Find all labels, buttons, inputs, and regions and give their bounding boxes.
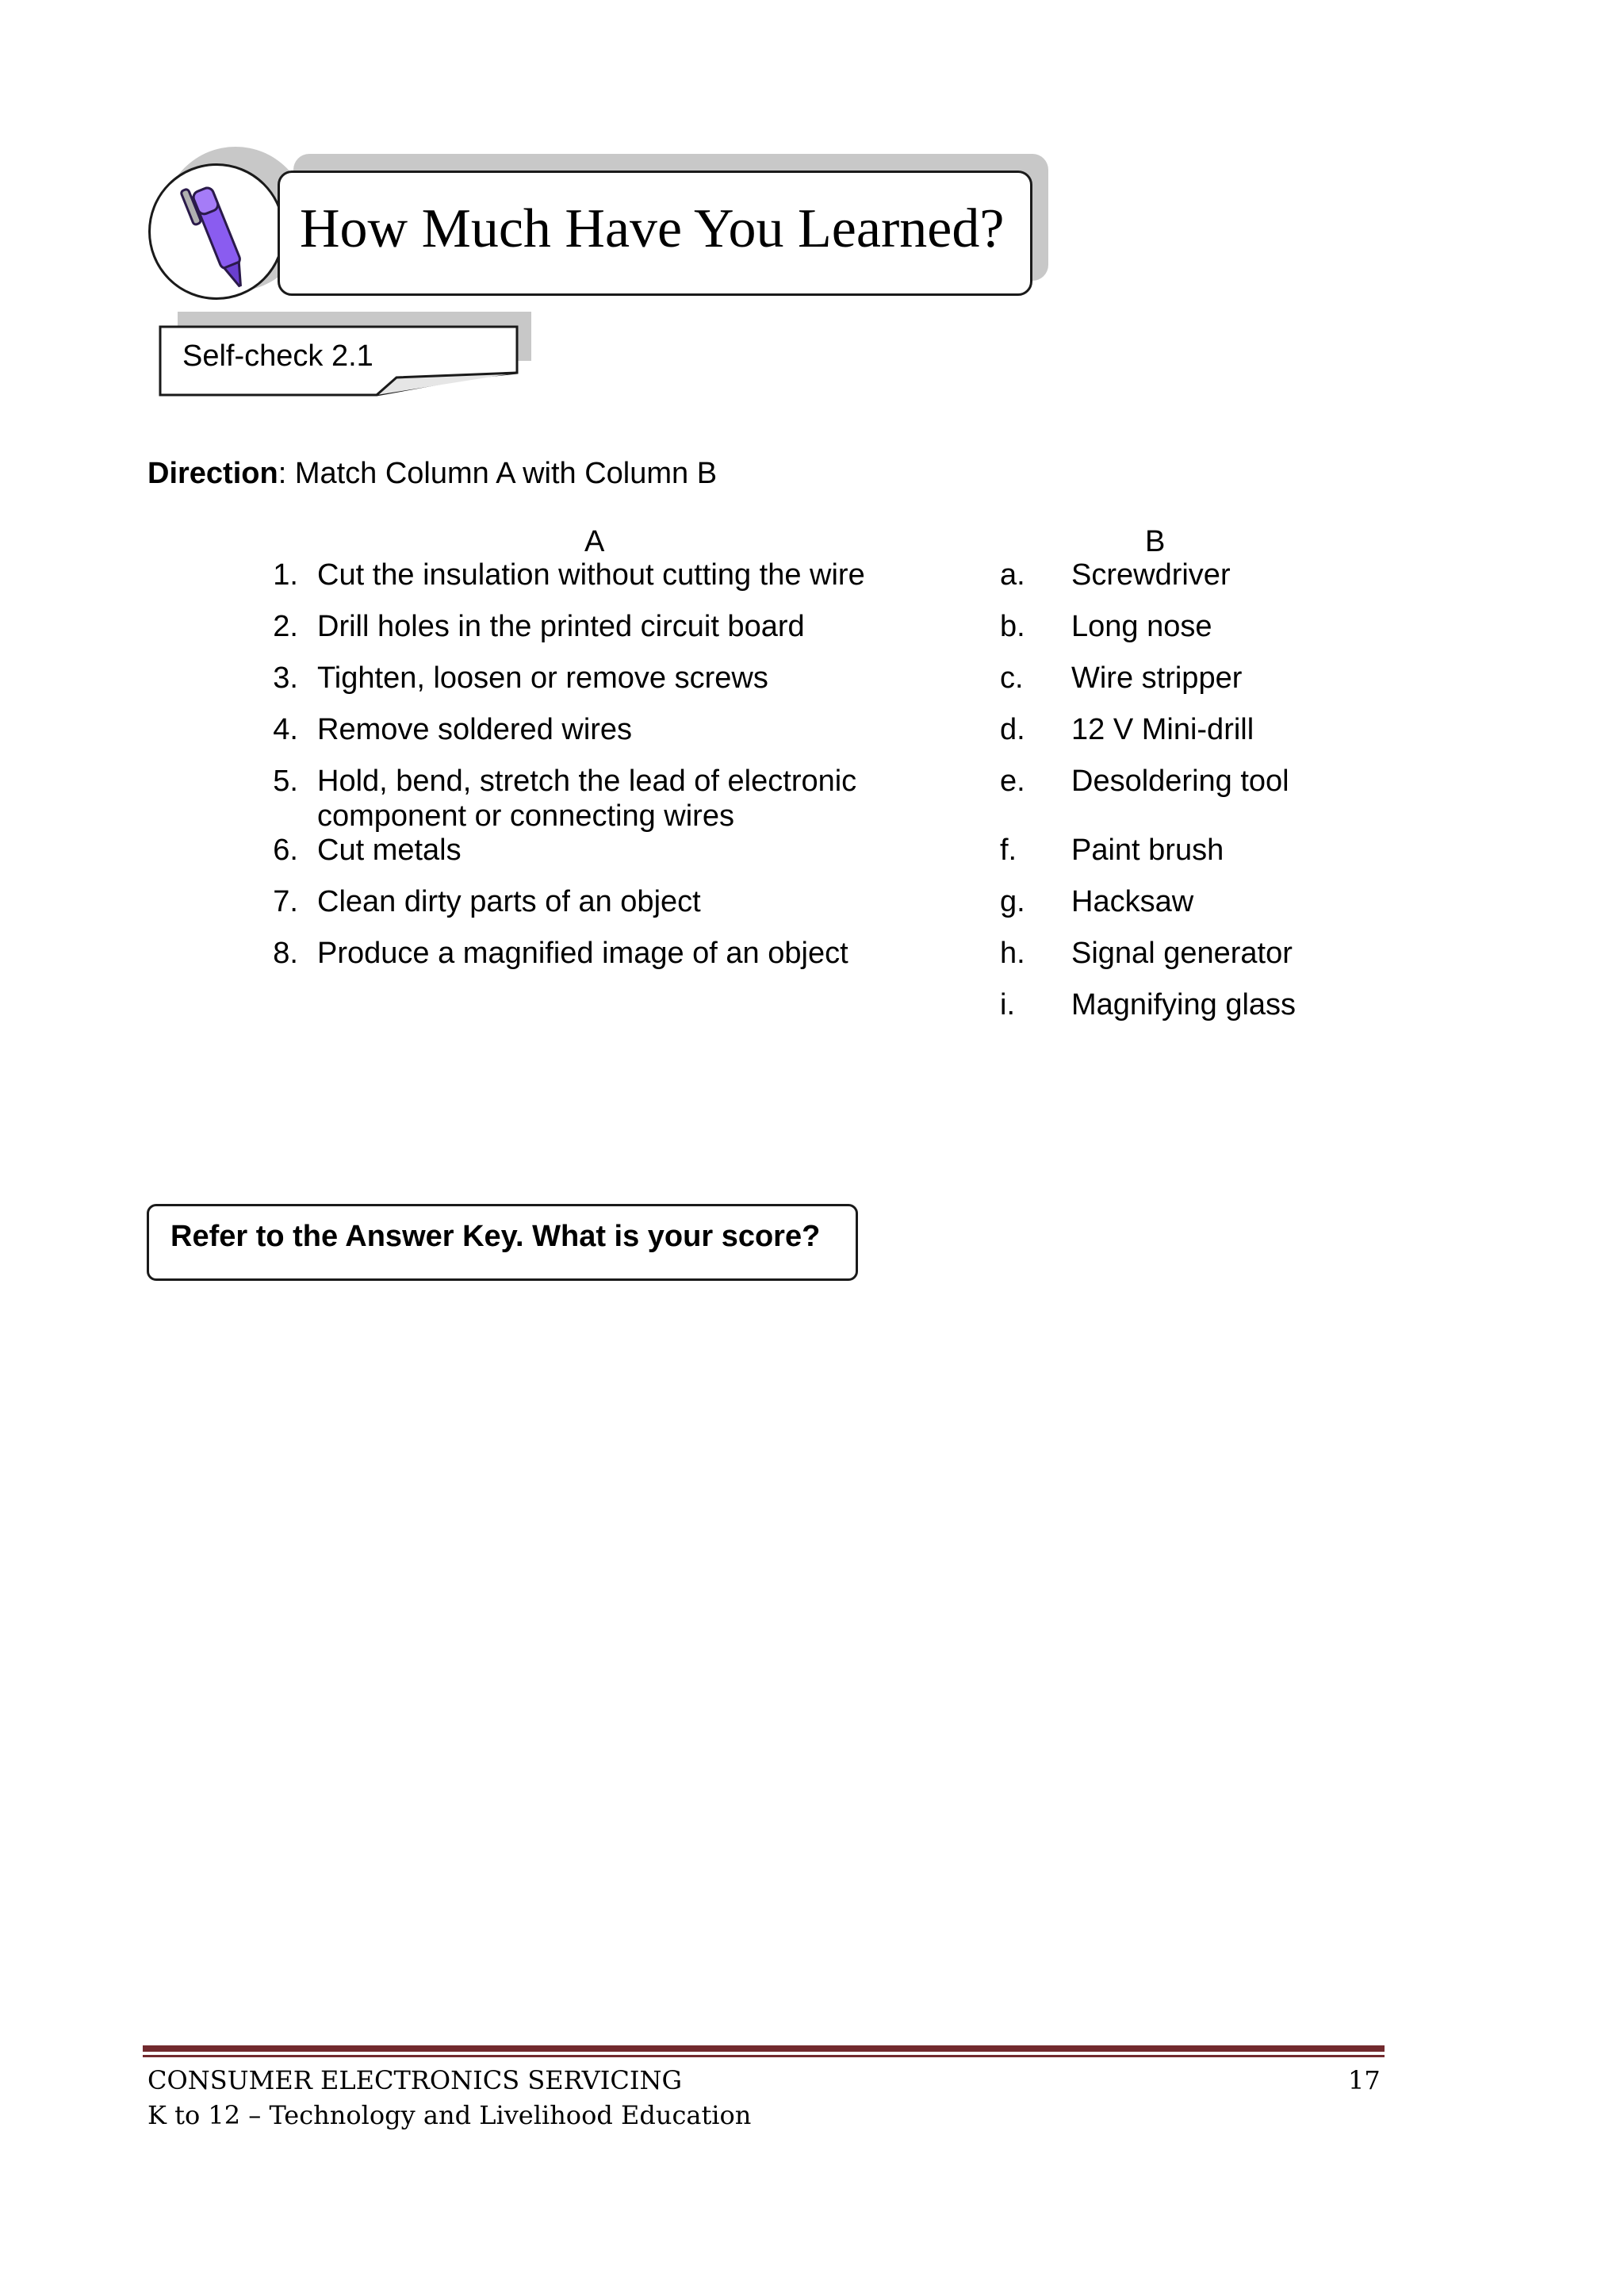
item-text: Long nose bbox=[1071, 610, 1212, 643]
item-text: Cut metals bbox=[317, 834, 462, 867]
item-text: Remove soldered wires bbox=[317, 713, 633, 746]
item-number: 3. bbox=[273, 661, 298, 695]
item-letter: d. bbox=[1000, 713, 1025, 746]
page-number: 17 bbox=[1348, 2065, 1381, 2095]
answer-key-text: Refer to the Answer Key. What is your score? bbox=[170, 1220, 821, 1253]
footer-course-title: CONSUMER ELECTRONICS SERVICING bbox=[147, 2065, 683, 2095]
item-letter: g. bbox=[1000, 885, 1025, 918]
item-number: 2. bbox=[273, 610, 298, 643]
item-text: Desoldering tool bbox=[1071, 765, 1289, 798]
item-text: Hacksaw bbox=[1071, 885, 1194, 918]
item-number: 6. bbox=[273, 834, 298, 867]
item-text: 12 V Mini-drill bbox=[1071, 713, 1254, 746]
item-number: 1. bbox=[273, 558, 298, 592]
direction-label: Direction bbox=[147, 457, 278, 490]
item-letter: b. bbox=[1000, 610, 1025, 643]
item-number: 5. bbox=[273, 765, 298, 798]
item-letter: c. bbox=[1000, 661, 1024, 695]
item-letter: e. bbox=[1000, 765, 1025, 798]
item-letter: i. bbox=[1000, 988, 1015, 1022]
item-number: 4. bbox=[273, 713, 298, 746]
footer-rule-thin bbox=[143, 2055, 1385, 2057]
item-number: 7. bbox=[273, 885, 298, 918]
banner-icon-circle bbox=[148, 163, 285, 300]
footer-program: K to 12 – Technology and Livelihood Education bbox=[147, 2100, 752, 2130]
footer-rule bbox=[143, 2045, 1385, 2052]
item-text: Hold, bend, stretch the lead of electronic bbox=[317, 765, 857, 798]
column-b-heading: B bbox=[1145, 525, 1166, 558]
selfcheck-label: Self-check 2.1 bbox=[182, 339, 373, 373]
item-text: Wire stripper bbox=[1071, 661, 1243, 695]
item-text: Magnifying glass bbox=[1071, 988, 1297, 1022]
item-letter: f. bbox=[1000, 834, 1017, 867]
item-text: Cut the insulation without cutting the wire bbox=[317, 558, 865, 592]
item-text: Tighten, loosen or remove screws bbox=[317, 661, 768, 695]
page-title: How Much Have You Learned? bbox=[300, 198, 1005, 259]
item-text: Screwdriver bbox=[1071, 558, 1231, 592]
item-number: 8. bbox=[273, 937, 298, 970]
item-letter: a. bbox=[1000, 558, 1025, 592]
direction-text bbox=[147, 458, 717, 489]
item-text: Signal generator bbox=[1071, 937, 1293, 970]
direction-instruction: : Match Column A with Column B bbox=[278, 457, 718, 490]
item-letter: h. bbox=[1000, 937, 1025, 970]
item-text-line2: component or connecting wires bbox=[317, 799, 734, 833]
item-text: Clean dirty parts of an object bbox=[317, 885, 701, 918]
item-text: Paint brush bbox=[1071, 834, 1224, 867]
item-text: Produce a magnified image of an object bbox=[317, 937, 848, 970]
item-text: Drill holes in the printed circuit board bbox=[317, 610, 805, 643]
pen-icon bbox=[168, 172, 271, 299]
column-a-heading: A bbox=[584, 525, 605, 558]
